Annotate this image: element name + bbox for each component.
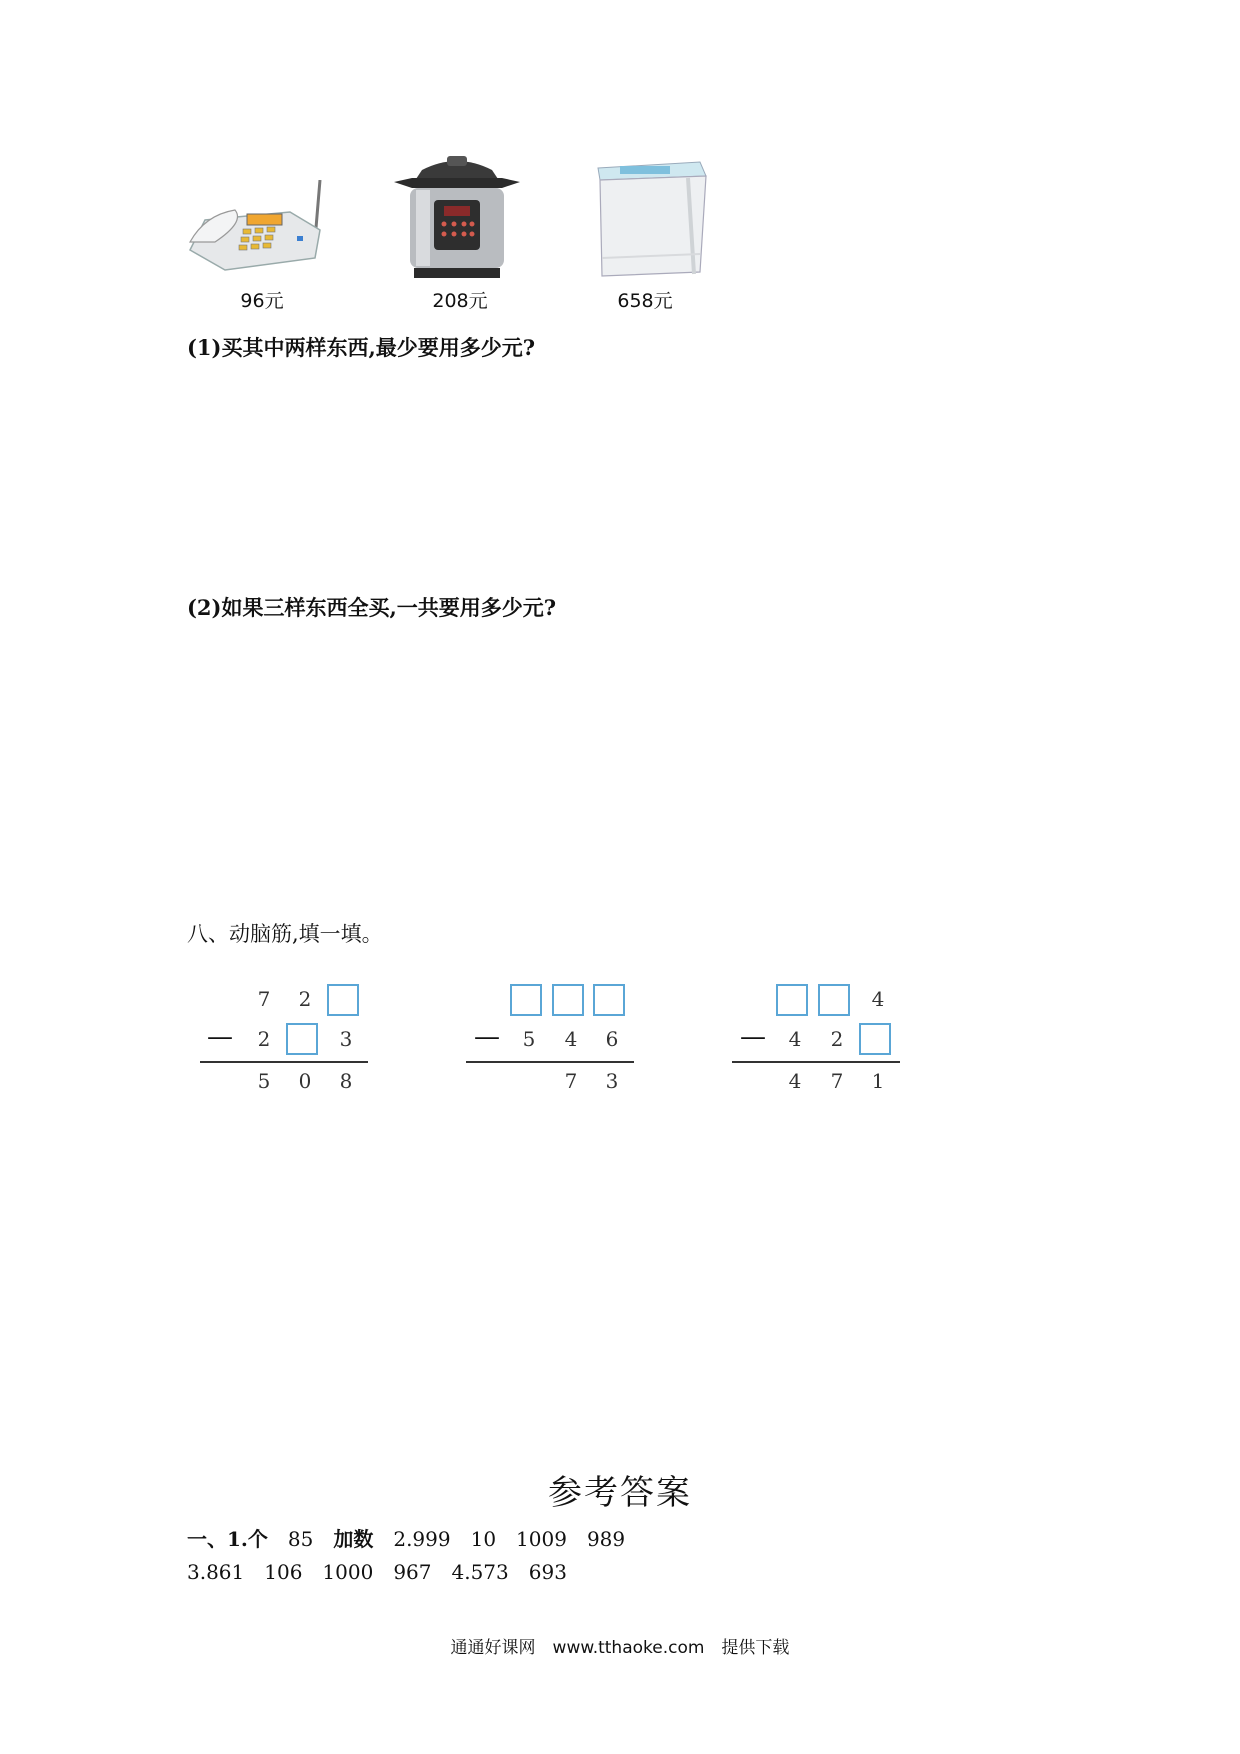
item-price: 96元 (240, 290, 284, 312)
digit: 2 (298, 987, 312, 1011)
answer-text: 2.999 10 1009 989 (393, 1527, 626, 1551)
washing-machine-icon (590, 158, 708, 278)
digit: 5 (257, 1069, 271, 1093)
answer-text: 个 (247, 1527, 268, 1551)
digit: 5 (522, 1027, 536, 1051)
digit: 7 (257, 987, 271, 1011)
digit: 7 (564, 1069, 578, 1093)
telephone-icon (185, 180, 325, 275)
answer-line-2: 3.861 106 1000 967 4.573 693 (187, 1560, 567, 1584)
digit: 8 (339, 1069, 353, 1093)
answer-text: 加数 (333, 1527, 374, 1551)
digit: 4 (788, 1027, 802, 1051)
underline (732, 1061, 900, 1063)
underline (200, 1061, 368, 1063)
underline (466, 1061, 634, 1063)
digit: 2 (257, 1027, 271, 1051)
digit: 4 (788, 1069, 802, 1093)
answer-box[interactable] (818, 984, 850, 1016)
answer-box[interactable] (593, 984, 625, 1016)
footer: 通通好课网 www.tthaoke.com 提供下载 (450, 1638, 790, 1658)
digit: 7 (830, 1069, 844, 1093)
minus-sign: — (740, 1022, 766, 1052)
answer-line-1 (187, 1523, 625, 1552)
item-price: 208元 (432, 290, 488, 312)
answer-box[interactable] (327, 984, 359, 1016)
digit: 1 (871, 1069, 885, 1093)
digit: 6 (605, 1027, 619, 1051)
digit: 3 (339, 1027, 353, 1051)
answer-text: 一、1. (187, 1527, 248, 1551)
digit: 4 (871, 987, 885, 1011)
answer-box[interactable] (552, 984, 584, 1016)
minus-sign: — (207, 1022, 233, 1052)
question-1: (1)买其中两样东西,最少要用多少元? (187, 335, 536, 360)
answer-box[interactable] (776, 984, 808, 1016)
answer-text: 85 (287, 1527, 314, 1551)
pressure-cooker-icon (392, 152, 522, 282)
digit: 0 (298, 1069, 312, 1093)
digit: 2 (830, 1027, 844, 1051)
section-title: 八、动脑筋,填一填。 (187, 922, 383, 946)
item-price: 658元 (617, 290, 673, 312)
digit: 4 (564, 1027, 578, 1051)
answer-box[interactable] (859, 1023, 891, 1055)
answer-box[interactable] (510, 984, 542, 1016)
question-2: (2)如果三样东西全买,一共要用多少元? (187, 595, 557, 620)
digit: 3 (605, 1069, 619, 1093)
answer-box[interactable] (286, 1023, 318, 1055)
minus-sign: — (474, 1022, 500, 1052)
answers-title: 参考答案 (548, 1473, 692, 1513)
